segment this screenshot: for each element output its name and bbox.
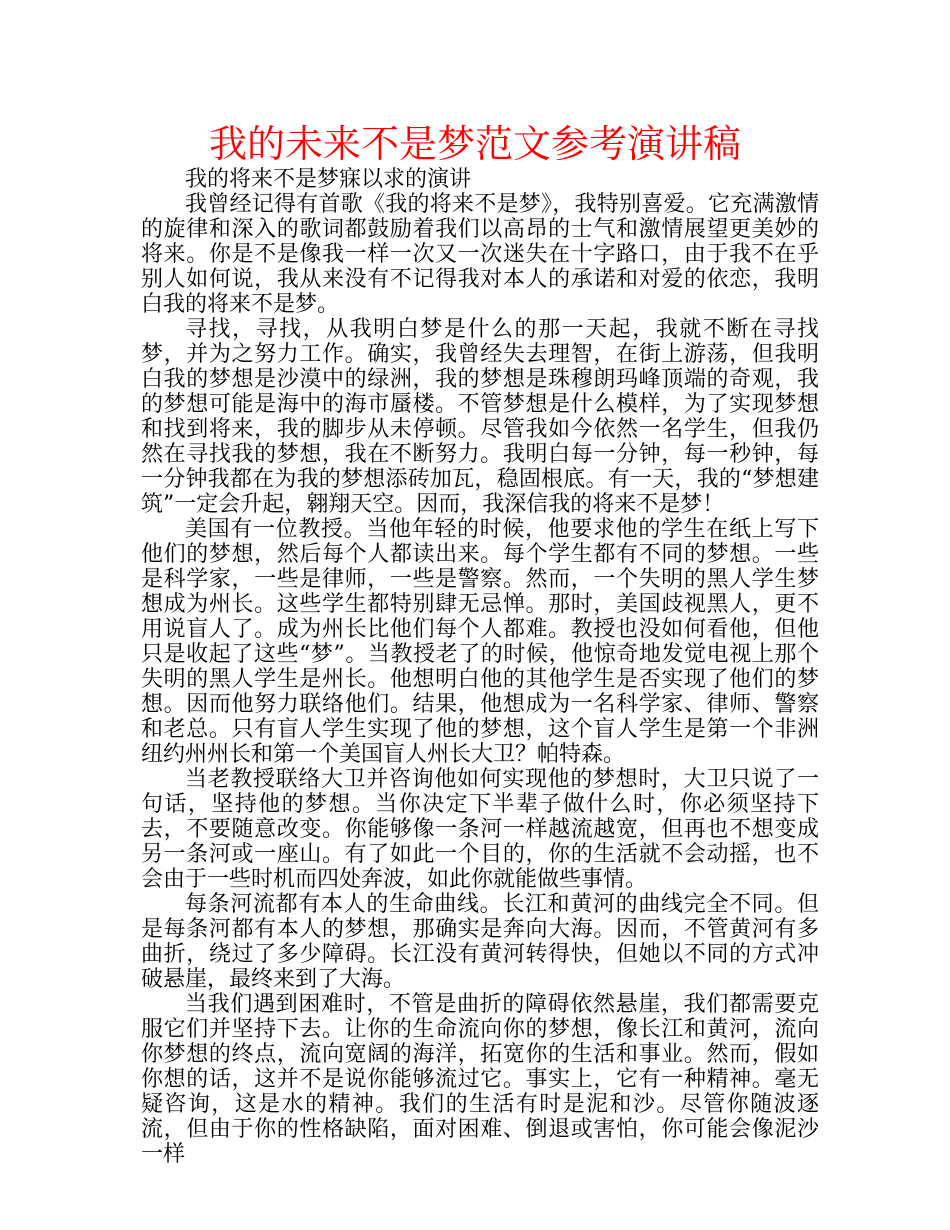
body-paragraph: 我曾经记得有首歌《我的将来不是梦》，我特别喜爱。它充满激情的旋律和深入的歌词都鼓励着我们以高昂的士气和激情展望更美妙的将来。你是不是像我一样一次又一次迷失在十字路口，由于我不在乎别人如何说，我从来没有不记得我对本人的承诺和对爱的依恋，我明白我的将来不是梦。 — [141, 192, 819, 317]
body-paragraph: 当我们遇到困难时，不管是曲折的障碍依然悬崖，我们都需要克服它们并坚持下去。让你的生命流向你的梦想，像长江和黄河，流向你梦想的终点，流向宽阔的海洋，拓宽你的生活和事业。然而，假如你想的话，这并不是说你能够流过它。事实上，它有一种精神。毫无疑咨询，这是水的精神。我们的生活有时是泥和沙。尽管你随波逐流，但由于你的性格缺陷，面对困难、倒退或害怕，你可能会像泥沙一样 — [141, 992, 819, 1167]
body-paragraph: 每条河流都有本人的生命曲线。长江和黄河的曲线完全不同。但是每条河都有本人的梦想，那确实是奔向大海。因而，不管黄河有多曲折，绕过了多少障碍。长江没有黄河转得快，但她以不同的方式冲破悬崖，最终来到了大海。 — [141, 892, 819, 992]
subtitle-paragraph: 我的将来不是梦寐以求的演讲 — [185, 167, 472, 192]
body-paragraph: 美国有一位教授。当他年轻的时候，他要求他的学生在纸上写下他们的梦想，然后每个人都读出来。每个学生都有不同的梦想。一些是科学家，一些是律师，一些是警察。然而，一个失明的黑人学生梦想成为州长。这些学生都特别肆无忌惮。那时，美国歧视黑人，更不用说盲人了。成为州长比他们每个人都难。教授也没如何看他，但他只是收起了这些“梦”。当教授老了的时候，他惊奇地发觉电视上那个失明的黑人学生是州长。他想明白他的其他学生是否实现了他们的梦想。因而他努力联络他们。结果，他想成为一名科学家、律师、警察和老总。只有盲人学生实现了他的梦想，这个盲人学生是第一个非洲纽约州州长和第一个美国盲人州长大卫？帕特森。 — [141, 517, 819, 767]
body-paragraph: 当老教授联络大卫并咨询他如何实现他的梦想时，大卫只说了一句话，坚持他的梦想。当你决定下半辈子做什么时，你必须坚持下去，不要随意改变。你能够像一条河一样越流越宽，但再也不想变成另一条河或一座山。有了如此一个目的，你的生活就不会动摇，也不会由于一些时机而四处奔波，如此你就能做些事情。 — [141, 767, 819, 892]
document-title: 我的未来不是梦范文参考演讲稿 — [208, 122, 741, 166]
body-paragraph: 寻找，寻找，从我明白梦是什么的那一天起，我就不断在寻找梦，并为之努力工作。确实，我曾经失去理智，在街上游荡，但我明白我的梦想是沙漠中的绿洲，我的梦想是珠穆朗玛峰顶端的奇观，我的梦想可能是海中的海市蜃楼。不管梦想是什么模样，为了实现梦想和找到将来，我的脚步从未停顿。尽管我如今依然一名学生，但我仍然在寻找我的梦想，我在不断努力。我明白每一分钟，每一秒钟，每一分钟我都在为我的梦想添砖加瓦，稳固根底。有一天，我的“梦想建筑”一定会升起，翱翔天空。因而，我深信我的将来不是梦！ — [141, 317, 819, 517]
document-body — [141, 167, 819, 1167]
